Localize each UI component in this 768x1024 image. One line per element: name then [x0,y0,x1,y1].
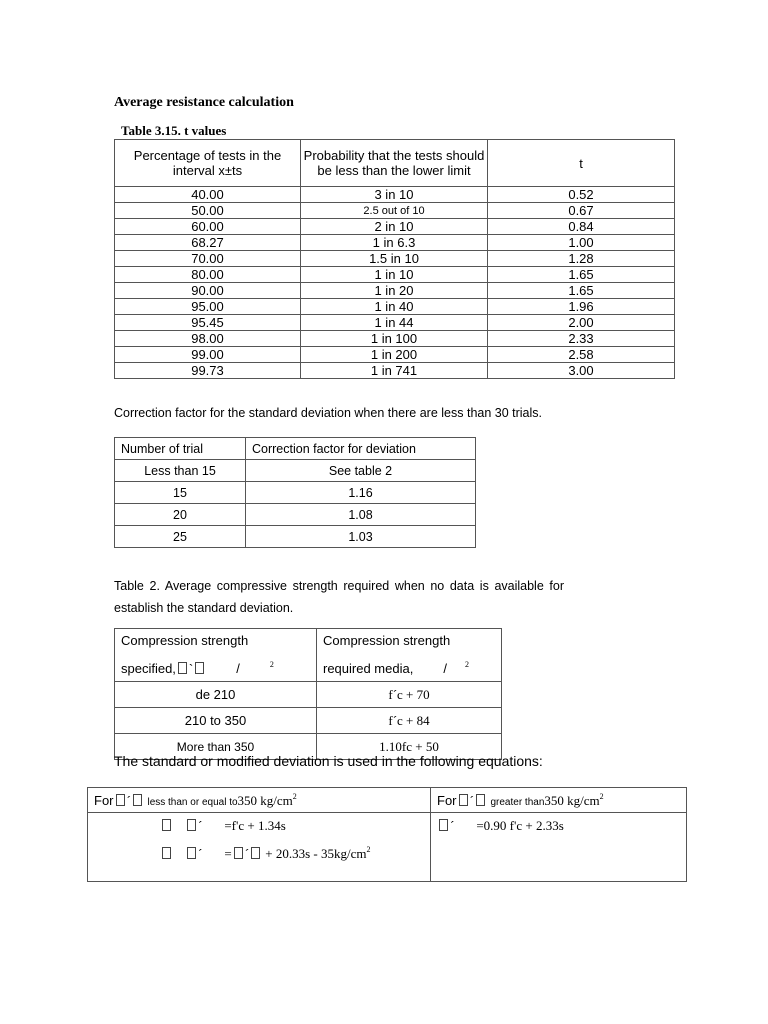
missing-glyph-icon [116,794,125,806]
cell: 50.00 [115,203,301,219]
cell: 90.00 [115,283,301,299]
equation-text: = [224,846,232,861]
cell: 1 in 741 [301,363,488,379]
table-row [115,267,675,283]
cell: 1.03 [246,526,476,548]
cell: 1.65 [488,267,675,283]
missing-glyph-icon [251,847,260,859]
cell: 3 in 10 [301,187,488,203]
equation-line [437,813,686,837]
equation-line [94,813,430,837]
header-cell: Percentage of tests in the interval x±ts [115,140,301,187]
cell: 210 to 350 [115,708,317,734]
cell: 68.27 [115,235,301,251]
header-unit: / [236,661,240,676]
missing-glyph-icon [133,794,142,806]
table-row [115,708,502,734]
header-symbol: ´ [126,792,131,808]
cell: 99.73 [115,363,301,379]
cell: 99.00 [115,347,301,363]
cell: 2.5 out of 10 [301,203,488,219]
header-symbol: ` [188,661,194,676]
correction-factor-text: Correction factor for the standard deviation when there are less than 30 trials. [114,406,543,420]
cell: 0.52 [488,187,675,203]
required-strength-table [114,628,502,760]
header-unit: / [443,661,447,676]
header-symbol: ´ [469,792,474,808]
cell: 1 in 44 [301,315,488,331]
cell: 0.67 [488,203,675,219]
cell: 1.65 [488,283,675,299]
header-cell: t [488,140,675,187]
cell: 80.00 [115,267,301,283]
table-row [115,331,675,347]
equation-line [94,837,430,865]
missing-glyph-icon [476,794,485,806]
missing-glyph-icon [187,819,196,831]
table-header-row [115,438,476,460]
cell: 1.5 in 10 [301,251,488,267]
header-prefix: For [437,792,457,808]
missing-glyph-icon [162,819,171,831]
missing-glyph-icon [439,819,448,831]
table-row [115,526,476,548]
cell: f´c + 84 [317,708,502,734]
cell: 25 [115,526,246,548]
table-row [115,347,675,363]
equation-symbol: ´ [244,846,250,861]
cell: 2.00 [488,315,675,331]
cell: 1.10fc + 50 [317,734,502,760]
missing-glyph-icon [162,847,171,859]
cell: 1 in 40 [301,299,488,315]
cell: Less than 15 [115,460,246,482]
header-line: specified, [121,661,176,676]
table-row [115,235,675,251]
table-row [115,315,675,331]
cell: 95.45 [115,315,301,331]
table-row [115,283,675,299]
equation-text: =0.90 f'c + 2.33s [476,818,564,833]
table-row [115,187,675,203]
equations-intro-text: The standard or modified deviation is used in the following equations: [114,753,543,769]
equation-exponent: 2 [366,845,371,854]
header-cell [317,629,502,682]
cell: 40.00 [115,187,301,203]
table-315-caption: Table 3.15. t values [121,123,227,138]
equation-cell [88,813,431,882]
cell: 1 in 20 [301,283,488,299]
cell: 20 [115,504,246,526]
header-exponent: 2 [292,791,297,801]
table-row [115,299,675,315]
table-2-caption: Table 2. Average compressive strength required when no data is available for establish the standard deviation. [114,579,564,615]
equation-symbol: ´ [450,818,455,833]
table-header-row [115,140,675,187]
equation-cell [431,813,687,882]
table-row [115,219,675,235]
table-row [115,504,476,526]
equation-symbol: ´ [198,818,203,833]
table-row [115,363,675,379]
missing-glyph-icon [234,847,243,859]
cell: See table 2 [246,460,476,482]
header-cell: Correction factor for deviation [246,438,476,460]
cell: de 210 [115,682,317,708]
cell: 1 in 200 [301,347,488,363]
cell: 1.16 [246,482,476,504]
equation-text: + 20.33s - 35kg/cm [265,846,367,861]
header-cell: Number of trial [115,438,246,460]
header-condition: less than or equal to [147,796,238,808]
table-row [115,682,502,708]
cell: 2 in 10 [301,219,488,235]
missing-glyph-icon [178,662,187,674]
equations-table [87,787,687,882]
cell: 1.08 [246,504,476,526]
cell: 98.00 [115,331,301,347]
missing-glyph-icon [187,847,196,859]
cell: 1.96 [488,299,675,315]
header-cell [88,788,431,813]
cell: 2.33 [488,331,675,347]
page-heading: Average resistance calculation [114,95,294,110]
header-line: Compression strength [323,633,451,648]
header-cell: Probability that the tests should be less than the lower limit [301,140,488,187]
header-line: required media, [323,661,414,676]
cell: 15 [115,482,246,504]
cell: 1 in 100 [301,331,488,347]
cell: 2.58 [488,347,675,363]
header-prefix: For [94,792,114,808]
header-line: Compression strength [121,633,249,648]
cell: 1 in 10 [301,267,488,283]
table-row [115,482,476,504]
cell: 0.84 [488,219,675,235]
header-cell [115,629,317,682]
table-row [115,460,476,482]
header-exponent: 2 [269,660,274,669]
cell: f´c + 70 [317,682,502,708]
table-row [88,813,687,882]
header-condition: greater than [490,796,545,808]
table-row [115,251,675,267]
cell: 60.00 [115,219,301,235]
header-exponent: 2 [464,660,469,669]
header-exponent: 2 [599,791,604,801]
cell: More than 350 [115,734,317,760]
header-value: 350 kg/cm [237,792,293,808]
cell: 70.00 [115,251,301,267]
missing-glyph-icon [195,662,204,674]
equation-text: =f'c + 1.34s [224,818,286,833]
cell: 1.00 [488,235,675,251]
cell: 1.28 [488,251,675,267]
header-cell [431,788,687,813]
missing-glyph-icon [459,794,468,806]
cell: 1 in 6.3 [301,235,488,251]
correction-factor-table [114,437,476,548]
table-row [115,203,675,219]
table-header-row [88,788,687,813]
header-value: 350 kg/cm [544,792,600,808]
cell: 3.00 [488,363,675,379]
t-values-table [114,139,675,379]
cell: 95.00 [115,299,301,315]
table-header-row [115,629,502,682]
equation-symbol: ´ [198,846,203,861]
